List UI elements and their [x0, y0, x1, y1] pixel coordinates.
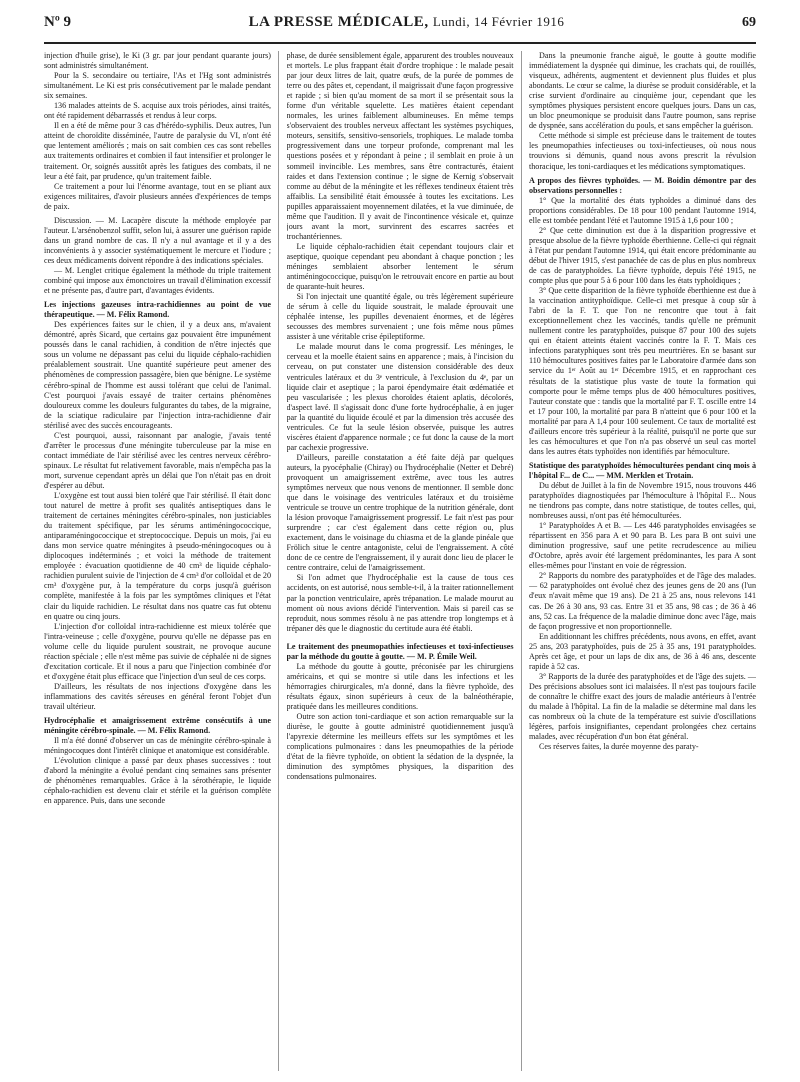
page-number: 69 [741, 15, 756, 30]
paragraph: injection d'huile grise), le Ki (3 gr. par jour pendant quarante jours) sont administrés simultanément. [44, 51, 271, 71]
paragraph: Discussion. — M. Lacapère discute la méthode employée par l'auteur. L'arsénobenzol suffit, selon lui, à assurer une guérison rapide dans un grand nombre de cas. Il n'y a nul avantage et il y a des inconvénients à y associer systématiquement le mercure et l'iodure ; ces deux médicaments doivent répondre à des indications spéciales. [44, 215, 271, 265]
paragraph: phase, de durée sensiblement égale, apparurent des troubles nouveaux et mortels. Le plus frappant était d'ordre trophique : le malade pesait par jour deux litres de lait, quatre œufs, de la purée de pommes de terre ou des pâtes et, cependant, il maigrissait d'une façon progressive et rapide ; si bien qu'au moment de sa mort il se présentait sous la forme d'un véritable squelette. Les matières étaient cependant normales, les urines faiblement albumineuses. En même temps s'observaient des troubles nerveux affectant les systèmes psychiques, moteurs, sensitifs, sensitivo-sensoriels, trophiques. Le malade tomba progressivement dans une torpeur profonde, comprenant mal les questions posées et y répondant à peine ; il semblait en proie à un sommeil invincible. Les membres, sans être contracturés, étaient raides et dans l'extension continue ; le signe de Kernig s'observait comme au début de la méningite et les réflexes tendineux étaient très affaiblis. La sensibilité était émoussée à toutes les excitations. Les pupilles apparaissaient moyennement dilatées, et la vue diminuée, de même que l'audition. Il y avait de l'incontinence vésicale et, quinze jours avant la mort, survinrent des escarres sacrées et trochantériennes. [286, 51, 514, 241]
paragraph: 1° Que la mortalité des états typhoïdes a diminué dans des proportions considérables. De 18 pour 100 pendant l'automne 1914, elle est tombée pendant l'été et l'automne 1915 à 1,6 pour 100 ; [529, 195, 756, 225]
section-heading: Statistique des paratyphoïdes hémoculturées pendant cinq mois à l'hôpital F... de C... — MM. Merklen et Trotain. [529, 460, 756, 480]
paragraph: L'évolution clinique a passé par deux phases successives : tout d'abord la méningite a évolué pendant cinq semaines sans présenter de phénomènes remarquables. Grâce à la sérothérapie, le liquide céphalo-rachidien est devenu clair et stérile et la guérison complète en apparence. Puis, dans une seconde [44, 756, 271, 806]
column-divider [521, 51, 522, 1071]
text-columns [44, 51, 756, 1071]
paragraph: L'injection d'or colloïdal intra-rachidienne est mieux tolérée que l'intra-veineuse ; celle d'oxygène, pourvu qu'elle ne dépasse pas en volume celle du liquide purulent soustrait, ne provoque aucune réaction spéciale ; elle n'est même pas suivie de céphalée ni de signes d'excitation corticale. Et il nous a paru que l'injection combinée d'or et d'oxygène était plus efficace que l'injection d'un seul de ces corps. [44, 621, 271, 681]
paragraph: 2° Rapports du nombre des paratyphoïdes et de l'âge des malades. — 62 paratyphoïdes ont évolué chez des jeunes gens de 20 ans (l'un d'eux n'avait même que 19 ans). De 21 à 25 ans, nous relevons 141 cas. De 26 à 30 ans, 93 cas. Entre 31 et 35 ans, 98 cas ; de 36 à 46 ans, 52 cas. La fréquence de la maladie diminue donc avec l'âge, mais de façon progressive et non proportionnelle. [529, 571, 756, 631]
paragraph: Le liquide céphalo-rachidien était cependant toujours clair et aseptique, quoique cependant peu abondant à chaque ponction ; les méninges semblaient absorber lentement le sérum antiméningococcique, puisqu'on le retrouvait encore en partie au bout de quarante-huit heures. [286, 241, 514, 292]
paragraph: Ces réserves faites, la durée moyenne des paraty- [539, 742, 699, 752]
paragraph: Il m'a été donné d'observer un cas de méningite cérébro-spinale à méningocoques dont l'intérêt clinique et anatomique est considérable. [44, 736, 271, 756]
column-divider [278, 51, 279, 1071]
paragraph: Du début de Juillet à la fin de Novembre 1915, nous trouvons 446 paratyphoïdes diagnostiquées par l'hémoculture à l'hôpital F... Nous ne tiendrons pas compte, dans notre statistique, de toutes celles, qui, nombreuses aussi, n'ont pas été hémoculturées. [529, 480, 756, 521]
section-heading: Les injections gazeuses intra-rachidiennes au point de vue thérapeutique. — M. Félix Ramond. [44, 300, 271, 320]
journal-title [249, 14, 565, 31]
paragraph: Outre son action toni-cardiaque et son action remarquable sur la diurèse, le goutte à goutte administré quotidiennement jusqu'à l'apyrexie détermine les meilleurs effets sur les symptômes et les complications pulmonaires : dans les pneumopathies de la période d'état de la fièvre typhoïde, on obtient la sédation de la dyspnée, la diminution des symptômes physiques, la disparition des condensations pulmonaires. [286, 712, 514, 782]
page-header [44, 14, 756, 44]
paragraph: Ce traitement a pour lui l'énorme avantage, tout en se pliant aux exigences militaires, d'avoir plusieurs années d'expériences de temps de paix. [44, 181, 271, 211]
paragraph: Le malade mourut dans le coma progressif. Les méninges, le cerveau et la moelle étaient sains en apparence ; mais, à l'incision du cerveau, on put constater une distension considérable des deux ventricules latéraux et du 3ᵉ ventricule, à l'exclusion du 4ᵉ, par un liquide clair et aseptique ; la paroi épendymaire était œdématiée et peu vascularisée ; les plexus choroïdes étaient aplatis, décolorés, d'aspect lavé. Il s'agissait donc d'une forte hydrocéphalie, à en juger par la quantité du liquide écoulé et par la dimension très accusée des ventricules. Ce fut la seule lésion observée, puisque les autres viscères étaient d'apparence normale ; ce fut donc la cause de la mort par cachexie progressive. [286, 342, 514, 452]
paragraph: — M. Lenglet critique également la méthode du triple traitement combiné qui impose aux émonctoires un travail d'élimination excessif et ne présente pas, d'autre part, d'avantages évidents. [44, 265, 271, 296]
paragraph: La méthode du goutte à goutte, préconisée par les chirurgiens américains, et qui se montre si utile dans les infections et les hémorragies chirurgicales, m'a donné, dans la fièvre typhoïde, des résultats égaux, sinon supérieurs à ceux de la balnéothérapie, pratiquée dans les meilleures conditions. [286, 661, 514, 711]
paragraph: 1° Paratyphoïdes A et B. — Les 446 paratyphoïdes envisagées se répartissent en 356 para A et 90 para B. Les para B ont suivi une diminution progressive, sauf une petite recrudescence au milieu d'Octobre, après avoir été largement prédominantes, les para A sont elles-mêmes pour l'instant en voie de régression. [529, 521, 756, 571]
section-heading: Le traitement des pneumopathies infectieuses et toxi-infectieuses par la méthode du goutte à goutte. — M. P. Émile Weil. [286, 641, 514, 661]
paragraph: D'ailleurs, pareille constatation a été faite déjà par quelques auteurs, la pyocéphalie (Chiray) ou l'hydrocéphalie (Netter et Debré) provoquent un amaigrissement extrême, avec tous les autres symptômes nerveux que nous venons de mentionner. Il semble donc que dans le voisinage des ventricules latéraux et du troisième ventricule se trouve un centre trophique de la nutrition générale, dont la lésion provoque l'amaigrissement progressif. Le fait n'est pas pour surprendre ; car c'est également dans cette région ou, plus exactement, dans le voisinage du chiasma et de la glande pinéale que Frölich situe le centre antagoniste, celui de l'engraissement. A côté donc de ce centre de l'engraissement, il y aurait donc lieu de placer le centre contraire, celui de l'amaigrissement. [286, 452, 514, 573]
journal-name: LA PRESSE MÉDICALE, [248, 14, 429, 30]
section-heading: A propos des fièvres typhoïdes. — M. Boidin démontre par des observations personnelles : [529, 175, 756, 195]
column-3 [529, 51, 756, 1071]
paragraph: Cette méthode si simple est précieuse dans le traitement de toutes les pneumopathies infectieuses ou toxi-infectieuses, où nous nous trouvions si démunis, quand nous avons prescrit la révulsion thoracique, les toni-cardiaques et les médications symptomatiques. [529, 131, 756, 171]
paragraph: Si l'on injectait une quantité égale, ou très légèrement supérieure de sérum à celle du liquide soustrait, le malade éprouvait une céphalée intense, les pupilles devenaient énormes, et de légères secousses des membres survenaient ; une fois même nous pûmes assister à une véritable crise épileptiforme. [286, 292, 514, 342]
paragraph: Pour la S. secondaire ou tertiaire, l'As et l'Hg sont administrés simultanément. Le Ki est pris consécutivement par le malade pendant six semaines. [44, 71, 271, 101]
paragraph: Il en a été de même pour 3 cas d'hérédo-syphilis. Deux autres, l'un atteint de choroïdite disséminée, l'autre de paralysie du VI, n'ont été que lentement améliorés ; mais on sait combien ces cas sont rebelles aux traitements ordinaires et combien il faut intensifier et prolonger le traitement. Or, soignés aussitôt après les fatigues des combats, il ne leur a été fait, par prudence, qu'un traitement faible. [44, 121, 271, 181]
paragraph: C'est pourquoi, aussi, raisonnant par analogie, j'avais tenté d'arrêter le processus d'une méningite tuberculeuse par la mise en contact immédiate de l'air stérilisé avec les centres nerveux cérébro-spinaux. Le résultat fut relativement favorable, mais n'empêcha pas la mort, survenue cependant après un délai que l'on n'était pas en droit d'espérer au début. [44, 430, 271, 490]
paragraph: 3° Que cette disparition de la fièvre typhoïde éberthienne est due à la vaccination antityphoïdique. Celle-ci met presque à coup sûr à l'abri de la F. T. que l'on ne rencontre que tout à fait exceptionnellement chez les vaccinés, tandis qu'elle ne prémunit nullement contre les paratyphoïdes, puisque 87 pour 100 des sujets qui en étaient atteints étaient vaccinés contre la F. T. Mais ces infections paratyphiques sont très peu meurtrières. En se basant sur 110 hémocultures positives faites par le Laboratoire d'armée dans son service du 1ᵉʳ Août au 1ᵉʳ Décembre 1915, et en rapprochant ces résultats de la statistique plus vaste de toute la formation qui comporte pour le même temps plus de 400 hémocultures positives, l'auteur constate que : tandis que la mortalité par F. T. oscille entre 14 et 17 pour 100, la mortalité par para B n'atteint que 6 pour 100 et la mortalité par para A 1,4 pour 100 seulement. Ce taux de mortalité est d'ailleurs encore très supérieur à la réalité, puisqu'il ne porte que sur les cas hémocultures et que l'on n'a pas observé un seul cas mortel dans les autres états typhoïdes non identifiés par hémoculture. [529, 286, 756, 456]
paragraph: En additionnant les chiffres précédents, nous avons, en effet, avant 25 ans, 203 paratyphoïdes, puis de 25 à 35 ans, 191 paratyphoïdes. Après cet âge, et pour un laps de dix ans, de 36 à 46 ans, descente rapide à 52 cas. [529, 631, 756, 671]
paragraph: Des expériences faites sur le chien, il y a deux ans, m'avaient démontré, après Sicard, que certains gaz pouvaient être impunément poussés dans le canal rachidien, à condition de n'être injectés que sous un volume ne dépassant pas celui du liquide céphalo-rachidien préalablement soustrait. Une quantité supérieure peut amener des phénomènes de compression passagère, bien que bénigne. Le système cérébro-spinal de l'homme est aussi tolérant que celui de l'animal. C'est pourquoi j'avais essayé de traiter certains phénomènes douloureux comme les douleurs fulgurantes du tabes, de la migraine, de la sciatique radiculaire par l'injection intra-rachidienne d'air stérilisé avec des succès encourageants. [44, 320, 271, 430]
paragraph: Dans la pneumonie franche aiguë, le goutte à goutte modifie immédiatement la dyspnée qui diminue, les crachats qui, de rouillés, visqueux, adhérents, augmentent et deviennent plus fluides et plus abondants. Le cœur se calme, la diurèse se produit considérable, et la crise survient d'ordinaire au cinquième jour, cependant que les symptômes physiques persistent encore quelques jours. Dans un cas, un bloc pneumonique se produisit dans l'autre poumon, sans reprise de dyspnée, sans accélération du pouls, et sans empêcher la guérison. [529, 51, 756, 131]
paragraph: 2° Que cette diminution est due à la disparition progressive et presque absolue de la fièvre typhoïde éberthienne. Celle-ci qui régnait à l'état pur pendant l'automne 1914, qui était encore prédominante au début de l'hiver 1915, s'est panachée de cas de plus en plus nombreux de cas de paratyphoïdes. La fièvre typhoïde, depuis l'été 1915, ne compte plus que pour 5 à 6 pour 100 dans les états typhoïdiques ; [529, 225, 756, 286]
newspaper-page [44, 14, 756, 1072]
paragraph: 3° Rapports de la durée des paratyphoïdes et de l'âge des sujets. — Des précisions absolues sont ici malaisées. Il n'est pas toujours facile de connaître le chiffre exact des jours de maladie antérieurs à l'entrée du malade à l'hôpital. La fin de la maladie se détermine mal dans les cas nombreux où la chute de la température est suivie d'oscillations légères, parfois insignifiantes, cependant prolongées chez certains malades, avec récupération d'un bon état général. [529, 671, 756, 742]
issue-date: Lundi, 14 Février 1916 [432, 14, 565, 29]
column-2 [287, 51, 514, 1071]
section-heading: Hydrocéphalie et amaigrissement extrême consécutifs à une méningite cérébro-spinale. — M. Félix Ramond. [44, 716, 271, 736]
paragraph: D'ailleurs, les résultats de nos injections d'oxygène dans les inflammations des cavités séreuses en général feront l'objet d'un travail ultérieur. [44, 681, 271, 711]
paragraph: Si l'on admet que l'hydrocéphalie est la cause de tous ces accidents, on est autorisé, nous semble-t-il, à la traiter rationnellement par la ponction ventriculaire, après trépanation. Le malade mourut au moment où nous avions décidé l'intervention. Mais si pareil cas se reproduit, nous sommes résolu à ne pas attendre trop longtemps et à trépaner dès que le diagnostic du certitude aura été établi. [286, 573, 514, 633]
paragraph: L'oxygène est tout aussi bien toléré que l'air stérilisé. Il était donc tout naturel de mettre à profit ses qualités antiseptiques dans le traitement de certaines méningites cérébro-spinales, non justiciables du traitement spécifique, par les sérums antiméningococcique, antiparaméningococcique et streptococcique. Depuis un mois, j'ai eu dans mon service quatre méningites à pseudo-méningocoques ou à diplocoques indéterminés ; et voici la méthode de traitement employée : évacuation quotidienne de 40 cm³ de liquide céphalo-rachidien purulent suivie de l'injection de 4 cm³ d'or colloïdal et de 20 cm³ d'oxygène pur, à la température du corps jusqu'à guérison complète, manifestée à la fois par les symptômes cliniques et l'état clair du liquide rachidien. Le résultat dans nos quatre cas fut obtenu en quatre ou cinq jours. [44, 491, 271, 621]
issue-number: Nº 9 [44, 14, 72, 30]
paragraph: 136 malades atteints de S. acquise aux trois périodes, ainsi traités, ont été rapidement débarrassés et rendus à leur corps. [44, 101, 271, 121]
column-1 [44, 51, 271, 1071]
